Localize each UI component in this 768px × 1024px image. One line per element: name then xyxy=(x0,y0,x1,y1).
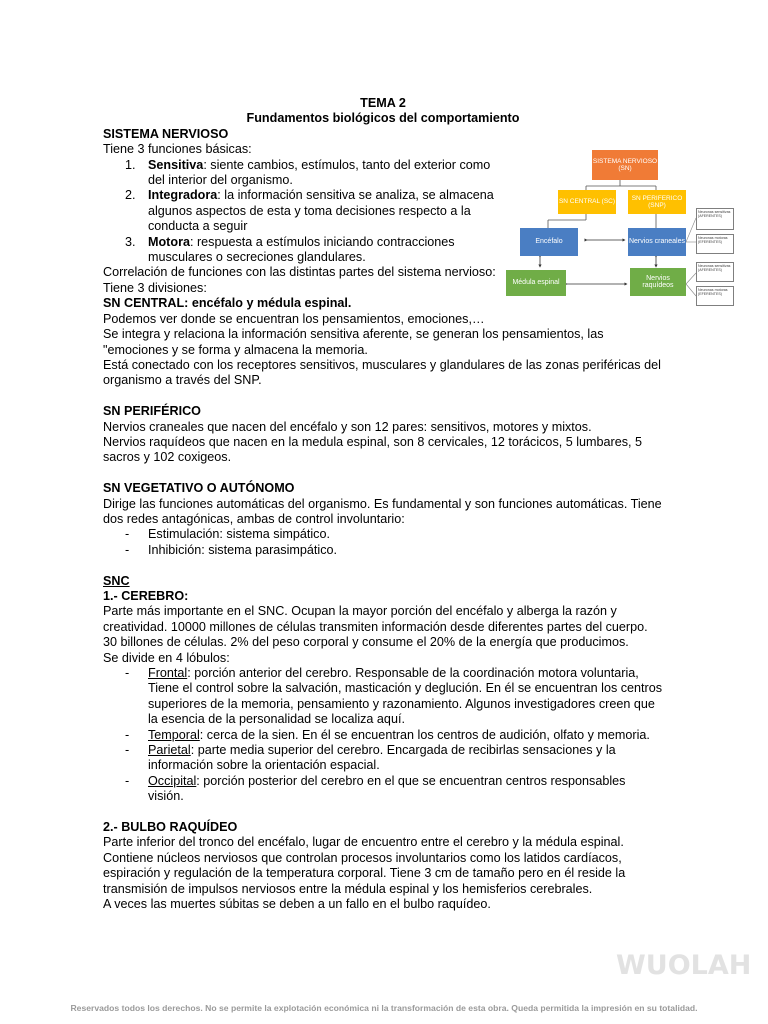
doc-subtitle: Fundamentos biológicos del comportamiento xyxy=(246,111,520,126)
item-number: 1. xyxy=(125,157,136,172)
lobe-text: : porción anterior del cerebro. Responsable de la coordinación motora voluntaria, Tiene el control sobre la salvación, masticación y deglución. En él se encuentran los centros superiores de la memoria, pensamiento y razonamiento. Algunos investigadores creen que la esencia de la personalidad se localiza aquí. xyxy=(148,665,663,727)
lobe-text: : parte media superior del cerebro. Encargada de recibirlas sensaciones y la información sobre la orientación espacial. xyxy=(148,743,616,773)
lobes-list xyxy=(103,666,663,805)
list-item xyxy=(103,666,664,728)
functions-intro: Tiene 3 funciones básicas: xyxy=(103,142,252,157)
list-item: - Estimulación: sistema simpático. xyxy=(103,527,663,542)
node-sn-central: SN CENTRAL (SC) xyxy=(558,190,616,214)
item-text: : respuesta a estímulos iniciando contracciones musculares o secreciones glandulares. xyxy=(148,234,455,265)
paragraph: Nervios raquídeos que nacen en la medula espinal, son 8 cervicales, 12 torácicos, 5 lumbares, 5 sacros y 102 coxigeos. xyxy=(103,434,643,465)
copyright-footer: Reservados todos los derechos. No se permite la explotación económica ni la transformación de esta obra. Queda permitida la impresión en su totalidad. xyxy=(70,1003,698,1013)
item-text: : siente cambios, estímulos, tanto del exterior como del interior del organismo. xyxy=(148,157,491,188)
node-nervios-craneales: Nervios craneales xyxy=(628,228,686,256)
list-item xyxy=(103,728,664,743)
subheading-cerebro: 1.- CEREBRO: xyxy=(103,588,189,603)
item-term: Integradora xyxy=(148,188,218,203)
item-number: 2. xyxy=(125,188,136,203)
paragraph: Parte inferior del tronco del encéfalo, lugar de encuentro entre el cerebro y la médula espinal. Contiene núcleos nerviosos que controlan procesos involuntarios como los latidos cardíacos, espiración y regulación de la temperatura corporal. Tiene 3 cm de tamaño pero en él reside la transmisión de impulsos nerviosos entre la médula espinal y los hemisferios cerebrales. xyxy=(103,835,626,896)
paragraph: Parte más importante en el SNC. Ocupan la mayor porción del encéfalo y alberga la razón y creatividad. 10000 millones de células transmiten información desde diferentes partes del cuerpo. xyxy=(103,604,648,634)
paragraph: Está conectado con los receptores sensitivos, musculares y glandulares de las zonas periféricas del organismo a través del SNP. xyxy=(103,357,661,388)
doc-title: TEMA 2 xyxy=(360,96,406,110)
wuolah-watermark-logo: WUOLAH xyxy=(616,950,752,981)
paragraph: Nervios craneales que nacen del encéfalo y son 12 pares: sensitivos, motores y mixtos. xyxy=(103,419,592,434)
lobe-term: Parietal xyxy=(148,743,191,758)
note-sensitive-cranial: Neuronas sensitivas (AFERENTES) xyxy=(696,208,734,230)
note-motor-spinal: Neuronas motoras (EFERENTES) xyxy=(696,286,734,306)
correlation-text: Correlación de funciones con las distintas partes del sistema nervioso: xyxy=(103,265,496,280)
lobe-text: : cerca de la sien. En él se encuentran los centros de audición, olfato y memoria. xyxy=(199,727,650,742)
paragraph: A veces las muertes súbitas se deben a un fallo en el bulbo raquídeo. xyxy=(103,897,491,912)
node-sistema-nervioso: SISTEMA NERVIOSO (SN) xyxy=(592,150,658,180)
node-encefalo: Encéfalo xyxy=(520,228,578,256)
note-motor-cranial: Neuronas motoras (EFERENTES) xyxy=(696,234,734,254)
section-heading-snc: SNC xyxy=(103,573,130,588)
paragraph: Se divide en 4 lóbulos: xyxy=(103,650,230,665)
list-item: - Inhibición: sistema parasimpático. xyxy=(103,543,663,558)
node-sn-periferico: SN PERIFERICO (SNP) xyxy=(628,190,686,214)
item-text: : la información sensitiva se analiza, se almacena algunos aspectos de esta y toma decisiones respecto a la conducta a seguir xyxy=(148,188,494,234)
item-number: 3. xyxy=(125,234,136,249)
item-term: Motora xyxy=(148,234,190,249)
lobe-text: : porción posterior del cerebro en el que se encuentran centros responsables visión. xyxy=(148,773,626,804)
section-heading-vegetativo: SN VEGETATIVO O AUTÓNOMO xyxy=(103,481,295,496)
item-term: Sensitiva xyxy=(148,157,204,172)
paragraph: Se integra y relaciona la información sensitiva aferente, se generan los pensamientos, las "emociones y se forma y almacena la memoria. xyxy=(103,327,604,357)
subheading-bulbo: 2.- BULBO RAQUÍDEO xyxy=(103,820,238,835)
lobe-term: Occipital xyxy=(148,773,197,788)
list-item xyxy=(103,774,664,805)
paragraph: Dirige las funciones automáticas del organismo. Es fundamental y son funciones automáticas. Tiene dos redes antagónicas, ambas de control involuntario: xyxy=(103,496,662,526)
list-item xyxy=(103,188,495,234)
lobe-term: Frontal xyxy=(148,665,188,680)
section-heading-central: SN CENTRAL: encéfalo y médula espinal. xyxy=(103,296,352,311)
section-heading-periferico: SN PERIFÉRICO xyxy=(103,404,201,419)
section-heading-sistema-nervioso: SISTEMA NERVIOSO xyxy=(103,126,229,141)
list-item xyxy=(103,158,495,189)
paragraph: Podemos ver donde se encuentran los pensamientos, emociones,… xyxy=(103,311,485,326)
lobe-term: Temporal xyxy=(148,727,200,742)
list-item xyxy=(103,235,495,266)
note-sensitive-spinal: Neuronas sensitivas (AFERENTES) xyxy=(696,262,734,282)
vegetativo-list xyxy=(103,527,663,558)
nervous-system-diagram xyxy=(504,148,736,308)
functions-list xyxy=(103,158,495,266)
list-item xyxy=(103,743,664,774)
node-nervios-raquideos: Nervios raquídeos xyxy=(630,268,686,296)
node-medula-espinal: Médula espinal xyxy=(506,270,566,296)
divisions-text: Tiene 3 divisiones: xyxy=(103,280,207,295)
paragraph: 30 billones de células. 2% del peso corporal y consume el 20% de la energía que producimos. xyxy=(103,635,629,650)
